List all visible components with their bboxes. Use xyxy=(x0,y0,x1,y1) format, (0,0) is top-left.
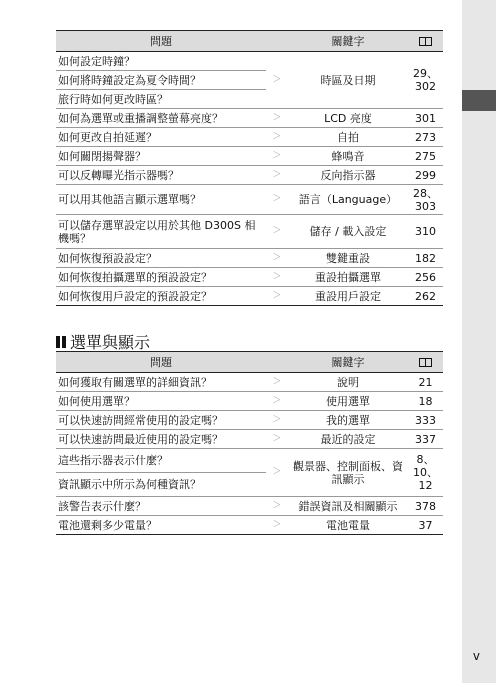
page-ref: 37 xyxy=(408,516,443,535)
table-row xyxy=(56,287,443,306)
book-icon xyxy=(408,31,443,52)
question-cell: 如何使用選單？ xyxy=(56,392,266,411)
keyword-cell: LCD 亮度 xyxy=(288,109,408,128)
header-question: 問題 xyxy=(56,352,266,373)
question-cell: 如何設定時鐘？ xyxy=(56,52,266,71)
page-ref: 275 xyxy=(408,147,443,166)
keyword-cell: 語言（Language） xyxy=(288,185,408,215)
arrow-icon: ＞ xyxy=(266,373,288,392)
table-row xyxy=(56,249,443,268)
keyword-cell: 電池電量 xyxy=(288,516,408,535)
table-row xyxy=(56,215,443,249)
question-cell: 電池還剩多少電量？ xyxy=(56,516,266,535)
question-cell: 可以快速訪問最近使用的設定嗎？ xyxy=(56,430,266,449)
arrow-icon: ＞ xyxy=(266,185,288,215)
page-ref: 378 xyxy=(408,497,443,516)
arrow-icon: ＞ xyxy=(266,497,288,516)
keyword-cell: 使用選單 xyxy=(288,392,408,411)
question-cell: 這些指示器表示什麼？ xyxy=(56,449,266,473)
question-cell: 如何恢復預設設定？ xyxy=(56,249,266,268)
page-ref: 8、10、12 xyxy=(408,449,443,497)
table-row xyxy=(56,147,443,166)
page-ref: 256 xyxy=(408,268,443,287)
keyword-cell: 時區及日期 xyxy=(288,52,408,109)
keyword-cell: 反向指示器 xyxy=(288,166,408,185)
table-menus xyxy=(56,351,443,535)
page-ref: 337 xyxy=(408,430,443,449)
question-cell: 如何為選單或重播調整螢幕亮度？ xyxy=(56,109,266,128)
section-marker-icon xyxy=(56,336,66,348)
question-cell: 該警告表示什麼？ xyxy=(56,497,266,516)
keyword-cell: 重設拍攝選單 xyxy=(288,268,408,287)
keyword-cell: 儲存 / 載入設定 xyxy=(288,215,408,249)
page-ref: 301 xyxy=(408,109,443,128)
page-ref: 18 xyxy=(408,392,443,411)
arrow-icon: ＞ xyxy=(266,166,288,185)
arrow-icon: ＞ xyxy=(266,249,288,268)
section-tab xyxy=(462,90,496,111)
arrow-icon: ＞ xyxy=(266,147,288,166)
section-title: 選單與顯示 xyxy=(70,333,151,352)
table-row xyxy=(56,268,443,287)
table-row xyxy=(56,430,443,449)
table-row xyxy=(56,392,443,411)
keyword-cell: 說明 xyxy=(288,373,408,392)
page-number: v xyxy=(472,649,480,663)
arrow-icon: ＞ xyxy=(266,430,288,449)
table-row xyxy=(56,497,443,516)
book-icon xyxy=(408,352,443,373)
arrow-icon: ＞ xyxy=(266,449,288,497)
page-ref: 333 xyxy=(408,411,443,430)
keyword-cell: 重設用戶設定 xyxy=(288,287,408,306)
table-row xyxy=(56,516,443,535)
page-ref: 29、302 xyxy=(408,52,443,109)
page-ref: 21 xyxy=(408,373,443,392)
page-ref: 310 xyxy=(408,215,443,249)
question-cell: 可以反轉曝光指示器嗎？ xyxy=(56,166,266,185)
question-cell: 如何獲取有關選單的詳細資訊？ xyxy=(56,373,266,392)
page-ref: 273 xyxy=(408,128,443,147)
question-cell: 如何將時鐘設定為夏令時間？ xyxy=(56,71,266,90)
keyword-cell: 蜂鳴音 xyxy=(288,147,408,166)
keyword-cell: 錯誤資訊及相關顯示 xyxy=(288,497,408,516)
table-row xyxy=(56,52,443,71)
table-row xyxy=(56,411,443,430)
table-row xyxy=(56,449,443,473)
question-cell: 可以儲存選單設定以用於其他 D300S 相機嗎？ xyxy=(56,215,266,249)
question-cell: 旅行時如何更改時區？ xyxy=(56,90,266,109)
question-cell: 如何恢復拍攝選單的預設設定？ xyxy=(56,268,266,287)
keyword-cell: 我的選單 xyxy=(288,411,408,430)
arrow-icon: ＞ xyxy=(266,215,288,249)
question-cell: 可以快速訪問經常使用的設定嗎？ xyxy=(56,411,266,430)
table-row xyxy=(56,166,443,185)
question-cell: 如何更改自拍延遲？ xyxy=(56,128,266,147)
arrow-icon: ＞ xyxy=(266,52,288,109)
header-question: 問題 xyxy=(56,31,266,52)
arrow-icon: ＞ xyxy=(266,109,288,128)
page-ref: 28、303 xyxy=(408,185,443,215)
side-margin xyxy=(462,0,496,683)
table-row xyxy=(56,185,443,215)
section-heading xyxy=(56,330,150,353)
question-cell: 如何關閉揚聲器？ xyxy=(56,147,266,166)
page-ref: 262 xyxy=(408,287,443,306)
keyword-cell: 觀景器、控制面板、資訊顯示 xyxy=(288,449,408,497)
arrow-icon: ＞ xyxy=(266,268,288,287)
arrow-icon: ＞ xyxy=(266,128,288,147)
question-cell: 如何恢復用戶設定的預設設定？ xyxy=(56,287,266,306)
table-row xyxy=(56,109,443,128)
arrow-icon: ＞ xyxy=(266,287,288,306)
arrow-icon: ＞ xyxy=(266,516,288,535)
keyword-cell: 最近的設定 xyxy=(288,430,408,449)
keyword-cell: 自拍 xyxy=(288,128,408,147)
question-cell: 資訊顯示中所示為何種資訊？ xyxy=(56,473,266,497)
header-keyword: 關鍵字 xyxy=(288,352,408,373)
table-row xyxy=(56,128,443,147)
keyword-cell: 雙鍵重設 xyxy=(288,249,408,268)
arrow-icon: ＞ xyxy=(266,411,288,430)
arrow-icon: ＞ xyxy=(266,392,288,411)
question-cell: 可以用其他語言顯示選單嗎？ xyxy=(56,185,266,215)
table-general xyxy=(56,30,443,306)
header-keyword: 關鍵字 xyxy=(288,31,408,52)
table-row xyxy=(56,373,443,392)
page-ref: 182 xyxy=(408,249,443,268)
page-ref: 299 xyxy=(408,166,443,185)
